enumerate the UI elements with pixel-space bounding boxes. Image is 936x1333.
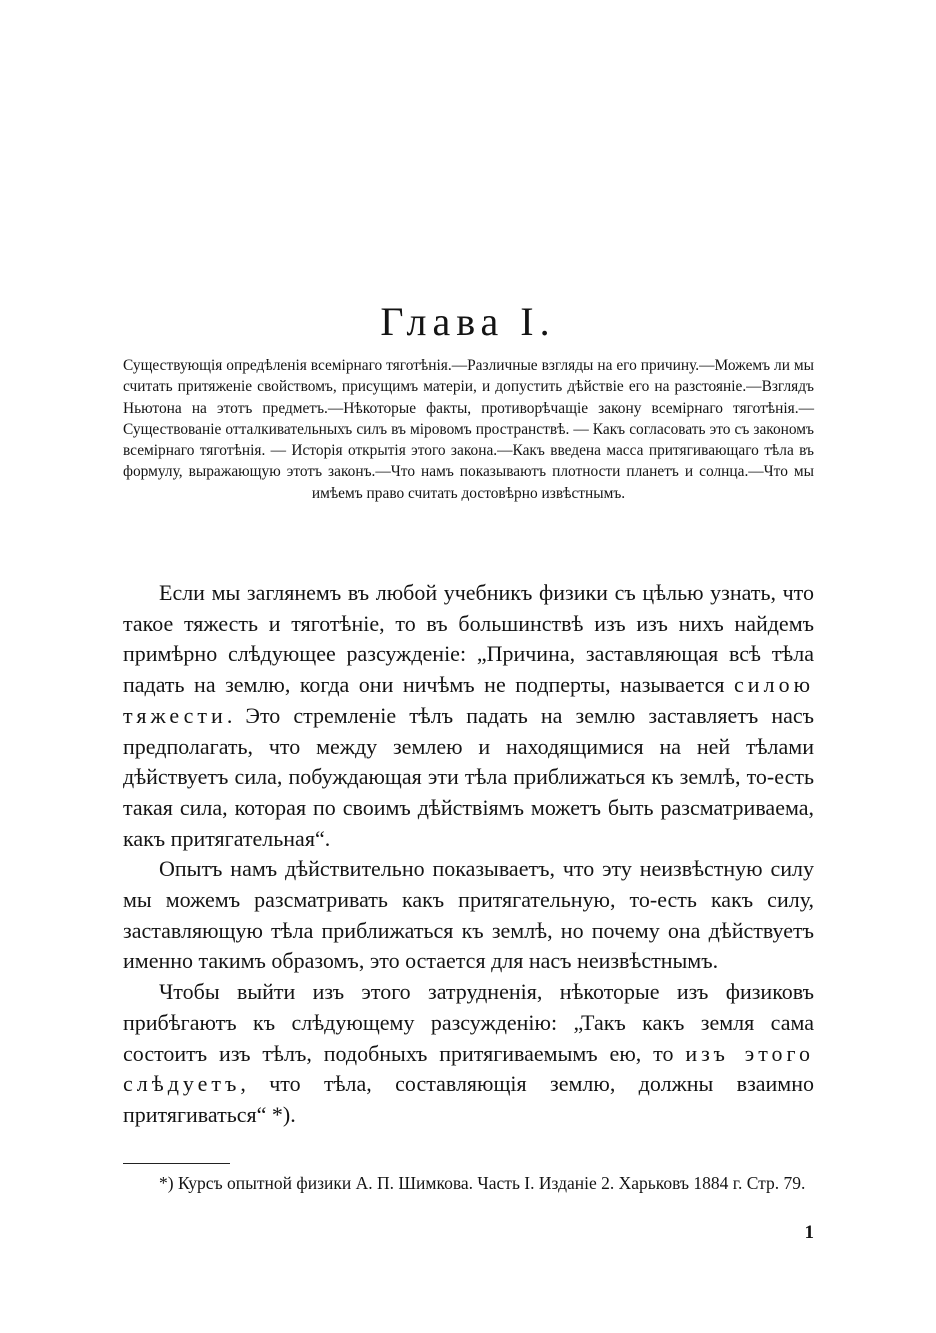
- paragraph-1-text-start: Если мы заглянемъ въ любой учебникъ физики съ цѣлью узнать, что такое тяжесть и тяготѣніе, то въ большинствѣ изъ изъ нихъ найдемъ примѣрно слѣдующее разсужденіе: „Причина, заставляющая всѣ тѣла падать на землю, когда они ничѣмъ не подперты, называется: [123, 580, 814, 698]
- paragraph-3: [123, 977, 814, 1131]
- paragraph-2: Опытъ намъ дѣйствительно показываетъ, что эту неизвѣстную силу мы можемъ разсматривать какъ притягательную, то-есть какъ силу, заставляющую тѣла приближаться къ землѣ, но почему она дѣйствуетъ именно такимъ образомъ, это остается для насъ неизвѣстнымъ.: [123, 856, 814, 974]
- paragraph-3-text-start: Чтобы выйти изъ этого затрудненія, нѣкоторые изъ физиковъ прибѣгаютъ къ слѣдующему разсужденію: „Такъ какъ земля сама состоитъ изъ тѣлъ, подобныхъ притягиваемымъ ею, то: [123, 979, 814, 1066]
- paragraph-3-text-end: , что тѣла, составляющія землю, должны взаимно притягиваться“ *).: [123, 1071, 814, 1127]
- chapter-summary: Существующія опредѣленія всемірнаго тяготѣнія.—Различные взгляды на его причину.—Можемъ ли мы считать притяженіе свойствомъ, присущимъ матеріи, и допустить дѣйствіе его на разстояніе.—Взглядъ Ньютона на этотъ предметъ.—Нѣкоторые факты, противорѣчащіе закону всемірнаго тяготѣнія.—Существованіе отталкивательныхъ силъ въ міровомъ пространствѣ. — Какъ согласовать это съ закономъ всемірнаго тяготѣнія. — Исторія открытія этого закона.—Какъ введена масса притягивающаго тѣла въ формулу, выражающую этотъ законъ.—Что намъ показываютъ плотности планетъ и солнца.—Что мы имѣемъ право считать достовѣрно извѣстнымъ.: [123, 357, 814, 502]
- main-text: [123, 578, 814, 1131]
- paragraph-1-text-end: . Это стремленіе тѣлъ падать на землю заставляетъ насъ предполагать, что между землею и находящимися на ней тѣлами дѣйствуетъ сила, побуждающая эти тѣла приближаться къ землѣ, то-есть такая сила, которая по своимъ дѣйствіямъ можетъ быть разсматриваема, какъ притягательная“.: [123, 702, 814, 851]
- paragraph-1: [123, 578, 814, 854]
- footnote: *) Курсъ опытной физики А. П. Шимкова. Часть I. Изданіе 2. Харьковъ 1884 г. Стр. 79.: [159, 1173, 806, 1193]
- paragraph-3-spaced-term: изъ этого слѣдуетъ: [123, 1040, 814, 1097]
- paragraph-1-spaced-term: силою тяжести: [123, 672, 814, 728]
- chapter-title: Глава I.: [380, 299, 556, 344]
- footnote-divider: [123, 1163, 230, 1164]
- page-number: 1: [804, 1222, 814, 1243]
